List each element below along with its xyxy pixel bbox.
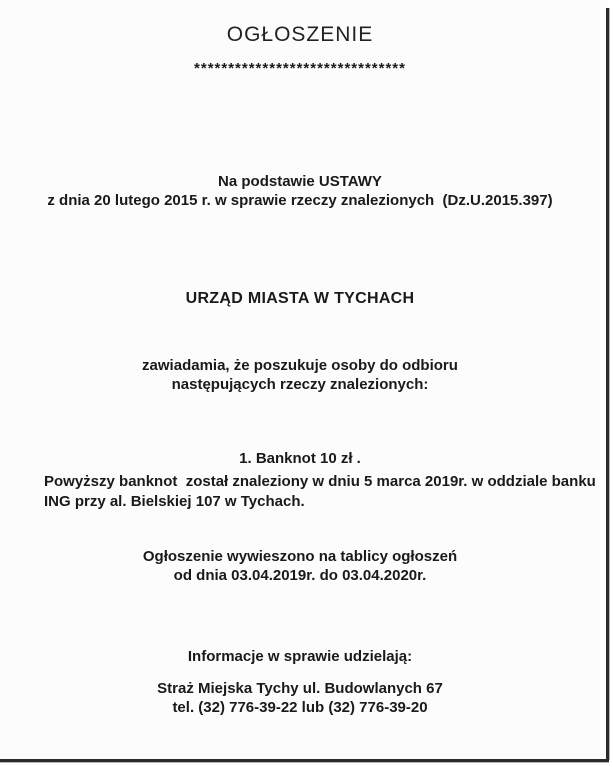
asterisk-separator: ******************************* bbox=[194, 60, 406, 77]
notice-section bbox=[0, 356, 600, 394]
legal-basis-section bbox=[0, 172, 600, 210]
item-details-line: Powyższy banknot został znaleziony w dniu 5 marca 2019r. w oddziale banku bbox=[44, 473, 596, 490]
contact-line: Straż Miejska Tychy ul. Budowlanych 67 bbox=[157, 680, 443, 697]
legal-basis-line: z dnia 20 lutego 2015 r. w sprawie rzeczy znalezionych (Dz.U.2015.397) bbox=[47, 192, 553, 209]
posting-info-line: od dnia 03.04.2019r. do 03.04.2020r. bbox=[173, 567, 427, 584]
posting-info-section bbox=[0, 547, 600, 585]
notice-line: następujących rzeczy znalezionych: bbox=[171, 376, 429, 393]
notice-line: zawiadamia, że poszukuje osoby do odbioru bbox=[142, 357, 458, 374]
found-item: 1. Banknot 10 zł . bbox=[239, 450, 361, 467]
item-details-line: ING przy al. Bielskiej 107 w Tychach. bbox=[44, 493, 305, 510]
document-title: OGŁOSZENIE bbox=[226, 23, 374, 46]
page-edge-shadow-right bbox=[606, 8, 609, 760]
posting-info-line: Ogłoszenie wywieszono na tablicy ogłoszeń bbox=[142, 548, 458, 565]
info-header: Informacje w sprawie udzielają: bbox=[187, 648, 413, 665]
legal-basis-line: Na podstawie USTAWY bbox=[218, 173, 382, 190]
contact-section bbox=[0, 679, 600, 717]
item-details-section bbox=[44, 472, 596, 512]
contact-line: tel. (32) 776-39-22 lub (32) 776-39-20 bbox=[172, 699, 428, 716]
office-name: URZĄD MIASTA W TYCHACH bbox=[185, 290, 415, 307]
page-edge-shadow-bottom bbox=[0, 759, 609, 762]
